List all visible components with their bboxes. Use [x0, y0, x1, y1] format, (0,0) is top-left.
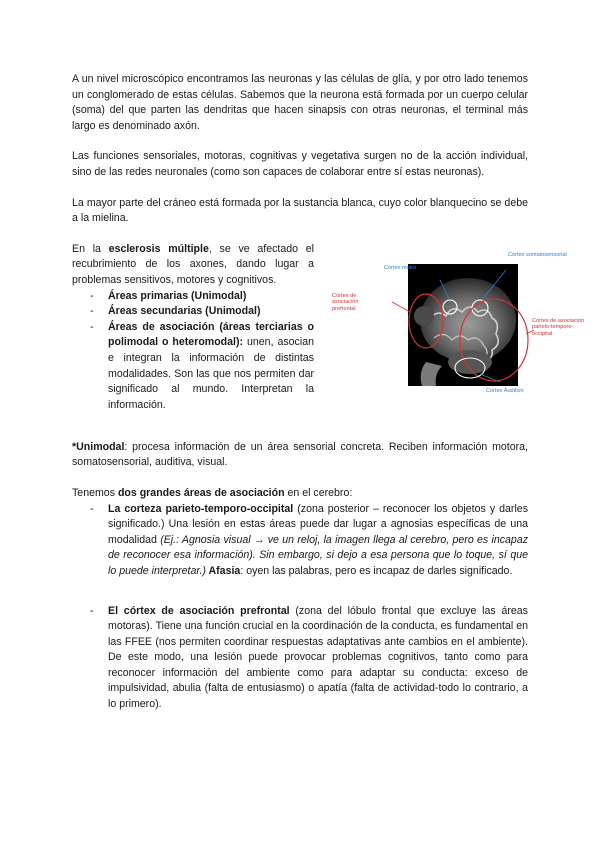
label-parieto-cortex: Córtex de asociación parieto-temporo-occipital: [532, 317, 585, 337]
brain-mri-image: [330, 242, 560, 428]
label-prefrontal-cortex: Córtex de asociación prefrontal: [332, 292, 359, 312]
list-item-association: - Áreas de asociación (áreas terciarias o polimodal o heteromodal): unen, asocian e integran la información de distintas modalidades. Son las que nos permiten dar significado al mundo. Interpretan la información.: [90, 320, 314, 411]
label-motor-cortex: Córtex motor: [384, 264, 417, 271]
ms-term: esclerosis múltiple: [108, 242, 209, 255]
section-multiple-sclerosis: [72, 242, 585, 428]
association-intro: Tenemos dos grandes áreas de asociación en el cerebro:: [72, 486, 353, 499]
section-association-areas: [72, 486, 528, 713]
document-page: [72, 72, 585, 713]
list-item-secondary: - Áreas secundarias (Unimodal): [72, 304, 314, 320]
list-dash: -: [90, 289, 94, 302]
list-item-prefrontal: - El córtex de asociación prefrontal (zona del lóbulo frontal que excluye las áreas motoras). Tiene una función crucial en la coordinación de la conducta, es fundamental en las FFEE (nos permiten coordinar respuestas adaptativas ante cambios en el ambiente). De este modo, una lesión puede provocar problemas cognitivos, tanto como para reconocer información del ambiente como para adaptar su conducta: exceso de impulsividad, abulia (falta de entusiasmo) o apatía (falta de actividad-todo lo contrario, a lo primero).: [90, 604, 528, 711]
paragraph-skull: La mayor parte del cráneo está formada por la sustancia blanca, cuyo color blanquecino se debe a la mielina.: [72, 196, 528, 225]
brain-mri-figure: [330, 242, 585, 428]
label-somatosensory-cortex: Córtex somatosensorial: [508, 251, 567, 258]
paragraph-microscopic: A un nivel microscópico encontramos las neuronas y las células de glía, y por otro lado tenemos un conglomerado de estas células. Sabemos que la neurona está formada por un cuerpo celular (soma) del que parten las dendritas que hacen sinapsis con otras neuronas, el terminal más largo es denominado axón.: [72, 73, 528, 132]
ms-intro: En la esclerosis múltiple, se ve afectado el recubrimiento de los axones, dando lugar a problemas sensitivos, motores y cognitivos.: [72, 242, 315, 286]
list-item-parieto-temporo-occipital: - La corteza parieto-temporo-occipital (zona posterior – reconocer los objetos y darles significado.) Una lesión en estas áreas puede dar lugar a agnosias específicas de una modalidad (Ej.: Agnosia visual → ve un reloj, la imagen llega al cerebro, pero es incapaz de reconocer esa información). Sin embargo, si dejo a esa persona que lo toque, sí que lo puede interpretar.) Afasia: oyen las palabras, pero es incapaz de darles significado.: [90, 502, 529, 577]
list-dash: -: [90, 320, 94, 333]
list-spacer: [72, 580, 528, 604]
label-auditory-cortex: Córtex Auditivo: [486, 387, 524, 394]
list-dash: -: [90, 502, 94, 515]
unimodal-note: *Unimodal: procesa información de un área sensorial concreta. Reciben información motora, somatosensorial, auditiva, visual.: [72, 440, 528, 469]
list-dash: -: [90, 604, 94, 617]
section-text-column: [72, 242, 314, 414]
list-item-primary: - Áreas primarias (Unimodal): [72, 289, 314, 305]
paragraph-functions: Las funciones sensoriales, motoras, cognitivas y vegetativa surgen no de la acción individual, sino de las redes neuronales (como son capaces de colaborar entre sí estas neuronas).: [72, 150, 528, 178]
list-dash: -: [90, 305, 94, 318]
